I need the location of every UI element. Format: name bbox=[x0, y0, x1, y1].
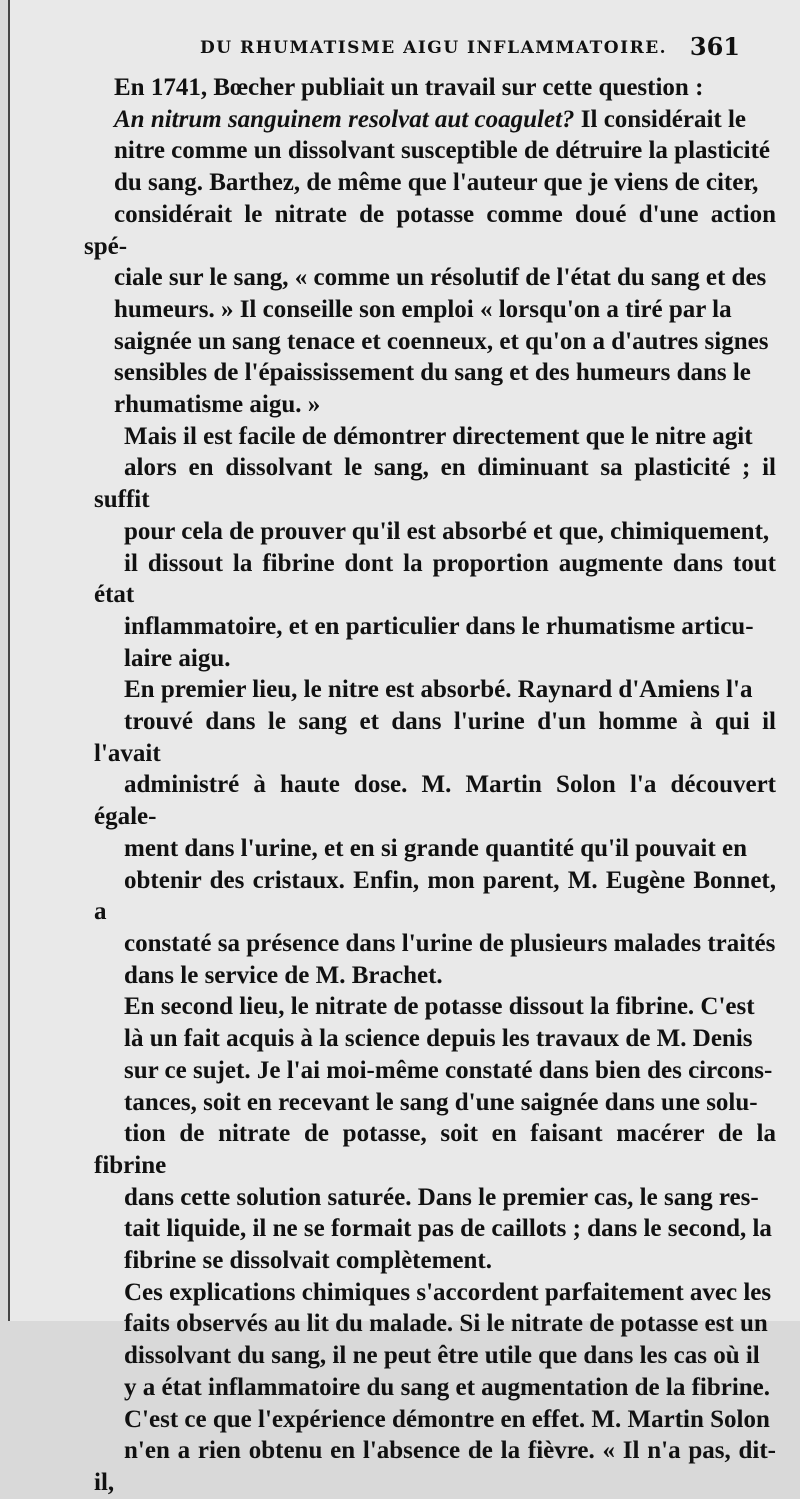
text-line: pour cela de prouver qu'il est absorbé et que, chimiquement, bbox=[124, 517, 770, 545]
text-line-with-italic bbox=[84, 104, 776, 136]
text-line: laire aigu. bbox=[124, 644, 231, 672]
text-line: constaté sa présence dans l'urine de plusieurs malades traités bbox=[124, 929, 776, 957]
text-line: du sang. Barthez, de même que l'auteur que je viens de citer, bbox=[114, 169, 759, 197]
paragraph-2 bbox=[84, 421, 776, 675]
text-line: trouvé dans le sang et dans l'urine d'un homme à qui il l'avait bbox=[94, 708, 776, 767]
text-line: il dissout la fibrine dont la proportion augmente dans tout état bbox=[94, 549, 776, 609]
text-line: humeurs. » Il conseille son emploi « lorsqu'on a tiré par la bbox=[114, 295, 732, 323]
text-line: saignée un sang tenace et coenneux, et qu'on a d'autres signes bbox=[114, 327, 769, 355]
text-line: Ces explications chimiques s'accordent parfaitement avec les bbox=[124, 1278, 772, 1306]
text-line: dans le service de M. Brachet. bbox=[124, 961, 443, 989]
text-line: nitre comme un dissolvant susceptible de détruire la plasticité bbox=[114, 137, 770, 165]
paragraph-3 bbox=[84, 674, 776, 991]
text-line: ciale sur le sang, « comme un résolutif de l'état du sang et des bbox=[114, 264, 767, 292]
paragraph-4 bbox=[84, 991, 776, 1276]
text-line: En 1741, Bœcher publiait un travail sur cette question : bbox=[114, 74, 704, 101]
paragraph-5 bbox=[84, 1277, 776, 1499]
text-line: dans cette solution saturée. Dans le premier cas, le sang res- bbox=[124, 1183, 759, 1211]
text-line: dissolvant du sang, il ne peut être utile que dans les cas où il bbox=[124, 1342, 760, 1370]
book-page bbox=[8, 0, 800, 1496]
text-line: tion de nitrate de potasse, soit en faisant macérer de la fibrine bbox=[94, 1120, 776, 1179]
text-line: considérait le nitrate de potasse comme doué d'une action spé- bbox=[84, 200, 776, 260]
text-line: Mais il est facile de démontrer directement que le nitre agit bbox=[124, 422, 753, 450]
text-line: fibrine se dissolvait complètement. bbox=[124, 1247, 493, 1275]
text-line: là un fait acquis à la science depuis les travaux de M. Denis bbox=[124, 1025, 753, 1053]
text-line: tait liquide, il ne se formait pas de caillots ; dans le second, la bbox=[124, 1215, 772, 1243]
text-line: rhumatisme aigu. » bbox=[114, 391, 321, 419]
body-text bbox=[84, 72, 776, 1499]
text-line: ment dans l'urine, et en si grande quantité qu'il pouvait en bbox=[124, 834, 747, 862]
running-title: DU RHUMATISME AIGU INFLAMMATOIRE. bbox=[200, 38, 668, 58]
text-line: administré à haute dose. M. Martin Solon l'a découvert égale- bbox=[94, 771, 776, 831]
text-line: alors en dissolvant le sang, en diminuant sa plasticité ; il suffit bbox=[94, 454, 776, 514]
running-head bbox=[190, 32, 740, 64]
text-line: n'en a rien obtenu en l'absence de la fièvre. « Il n'a pas, dit-il, bbox=[94, 1437, 776, 1496]
text-line: sensibles de l'épaississement du sang et des humeurs dans le bbox=[114, 359, 751, 387]
text-line: inflammatoire, et en particulier dans le rhumatisme articu- bbox=[124, 612, 754, 640]
text-line-rest: Il considérait le bbox=[574, 105, 747, 133]
paragraph-1 bbox=[84, 72, 776, 421]
text-line: tances, soit en recevant le sang d'une saignée dans une solu- bbox=[124, 1088, 758, 1116]
text-line: En second lieu, le nitrate de potasse dissout la fibrine. C'est bbox=[124, 993, 755, 1021]
page-number: 361 bbox=[689, 32, 740, 61]
text-line: obtenir des cristaux. Enfin, mon parent, M. Eugène Bonnet, a bbox=[94, 866, 776, 926]
text-line: C'est ce que l'expérience démontre en effet. M. Martin Solon bbox=[124, 1405, 770, 1433]
text-line: y a état inflammatoire du sang et augmentation de la fibrine. bbox=[124, 1373, 771, 1401]
text-line: faits observés au lit du malade. Si le nitrate de potasse est un bbox=[124, 1310, 768, 1338]
text-line: sur ce sujet. Je l'ai moi-même constaté dans bien des circons- bbox=[124, 1056, 773, 1084]
latin-title: An nitrum sanguinem resolvat aut coagulet? bbox=[114, 105, 575, 133]
text-line: En premier lieu, le nitre est absorbé. Raynard d'Amiens l'a bbox=[124, 676, 753, 704]
